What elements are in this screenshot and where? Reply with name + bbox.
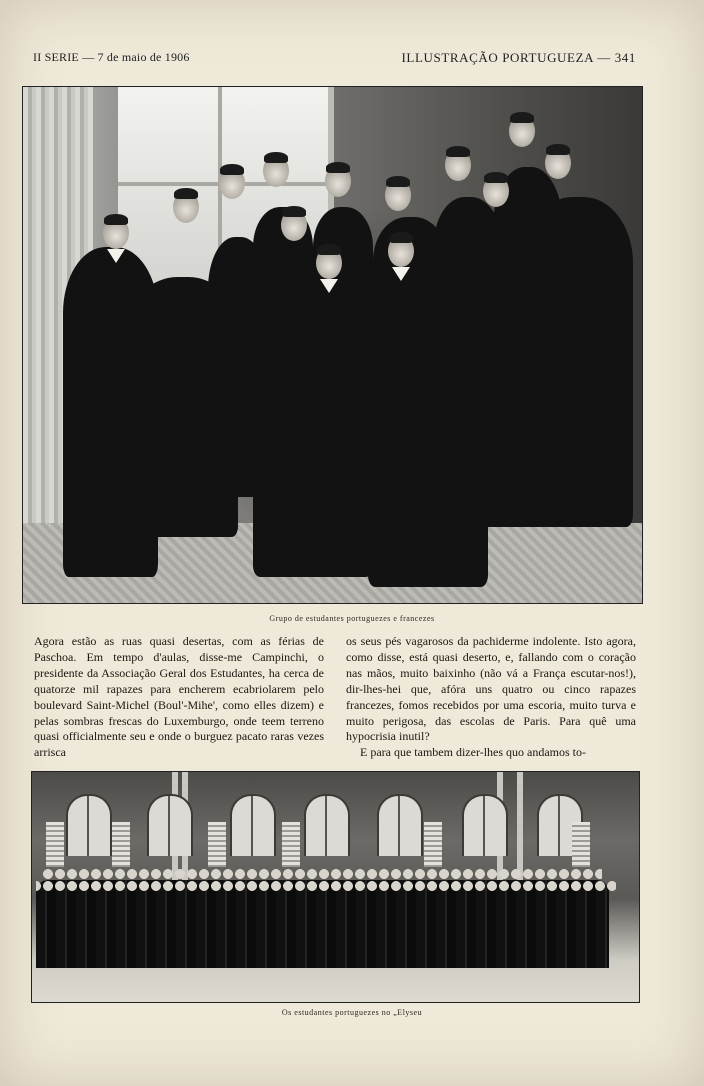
building-arch-window bbox=[147, 794, 193, 856]
running-head-title: ILLUSTRAÇÃO PORTUGUEZA — 341 bbox=[401, 50, 636, 65]
window-shutter bbox=[282, 822, 300, 867]
building-arch-window bbox=[377, 794, 423, 856]
article-paragraph: os seus pés vagarosos da pachiderme indolente. Isto agora, como disse, está quasi deserto, e, fallando com o coração nas mãos, muito baixinho (não vá a França escutar-nos!), dir-lhes-hei que, afóra uns quatro ou cinco rapazes francezes, fomos recebidos por uma escoria, muito turva e muito perigosa, das escolas de Paris. Para quê uma hypocrisia inutil? bbox=[346, 634, 636, 744]
building-arch-window bbox=[304, 794, 350, 856]
student-head bbox=[173, 191, 199, 223]
student-head bbox=[281, 209, 307, 241]
student-head bbox=[316, 247, 342, 279]
building-arch-window bbox=[462, 794, 508, 856]
student-head bbox=[445, 149, 471, 181]
seated-student-figure bbox=[253, 297, 373, 577]
article-column-right bbox=[346, 634, 636, 761]
student-head bbox=[103, 217, 129, 249]
window-shutter bbox=[208, 822, 226, 867]
seated-student-figure bbox=[368, 287, 488, 587]
student-head bbox=[385, 179, 411, 211]
building-arch-window bbox=[230, 794, 276, 856]
article-paragraph: Agora estão as ruas quasi desertas, com as férias de Paschoa. Em tempo d'aulas, disse-me Campinchi, o presidente da Associação Geral dos Estudantes, ha cerca de quatorze mil rapazes para encherem ecabriolarem pelo boulevard Saint-Michel (Boul'-Mihe', como elles dizem) e pelas sombras frescas do Luxemburgo, onde teem terreno quasi officialmente seu e onde o burguez pacato raras vezes arrisca bbox=[34, 634, 324, 760]
top-photo-caption: Grupo de estudantes portuguezes e francezes bbox=[269, 614, 435, 623]
window-shutter bbox=[572, 822, 590, 867]
student-figure bbox=[128, 277, 238, 537]
student-head bbox=[263, 155, 289, 187]
window-shutter bbox=[46, 822, 64, 867]
crowd-heads-front bbox=[36, 880, 616, 902]
running-head-issue: II SERIE — 7 de maio de 1906 bbox=[33, 50, 190, 64]
window-shutter bbox=[424, 822, 442, 867]
group-photo bbox=[22, 86, 643, 604]
crowd-photo bbox=[31, 771, 640, 1003]
student-head bbox=[545, 147, 571, 179]
student-head bbox=[325, 165, 351, 197]
student-head bbox=[388, 235, 414, 267]
student-head bbox=[219, 167, 245, 199]
building-arch-window bbox=[66, 794, 112, 856]
article-column-left bbox=[34, 634, 324, 761]
bottom-photo-caption: Os estudantes portuguezes no „Elyseu bbox=[281, 1008, 423, 1017]
student-head bbox=[483, 175, 509, 207]
student-head bbox=[509, 115, 535, 147]
article-paragraph: E para que tambem dizer-lhes quo andamos to- bbox=[360, 745, 587, 760]
window-shutter bbox=[112, 822, 130, 867]
